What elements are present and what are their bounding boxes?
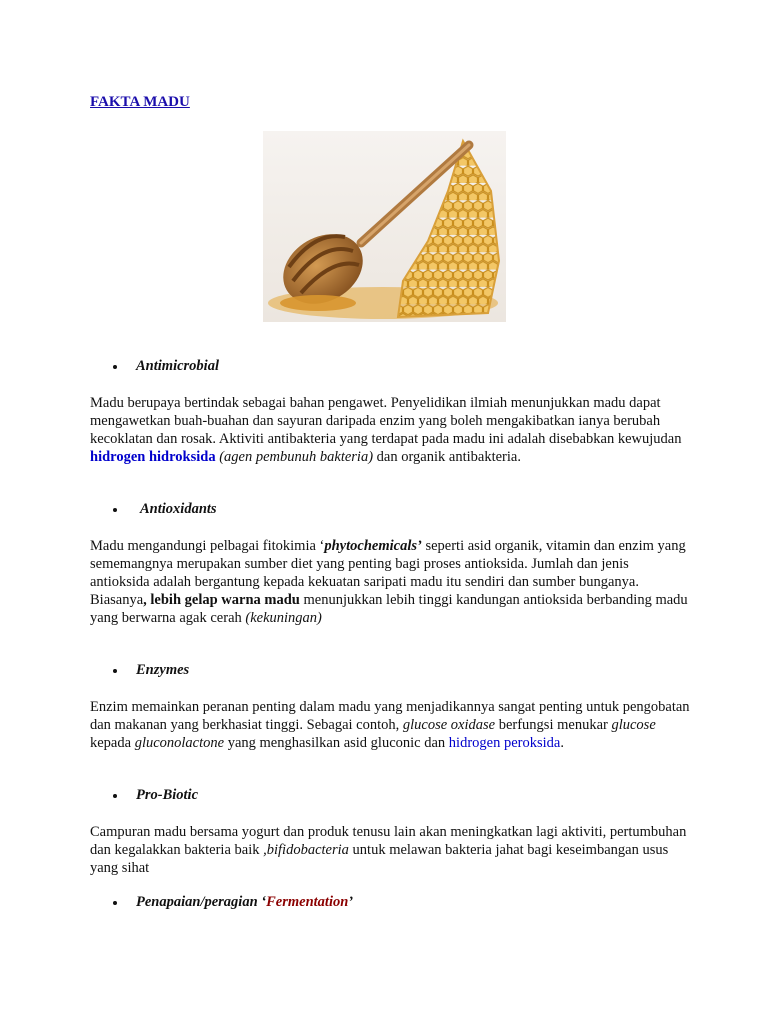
bullet-probiotic [113, 787, 198, 804]
bullet-label: Antioxidants [140, 501, 217, 517]
fermentation-term: Fermentation [266, 894, 349, 910]
bullet-label: Penapaian/peragian ‘Fermentation’ [136, 894, 354, 910]
bullet-label: Pro-Biotic [136, 787, 199, 803]
hydrogen-peroxide-link[interactable]: hidrogen peroksida [448, 735, 561, 751]
paragraph-probiotic: Campuran madu bersama yogurt dan produk tenusu lain akan meningkatkan lagi aktiviti, pertumbuhan dan kegalakkan bakteria baik ,bifidobacteria untuk melawan bakteria jahat bagi keseimbangan usus yang sihat [90, 824, 687, 876]
page-title[interactable]: FAKTA MADU [90, 94, 190, 110]
bullet-label: Enzymes [136, 662, 190, 678]
highlight-hydrogen: hidrogen hidroksida [90, 449, 216, 465]
paragraph-enzymes: Enzim memainkan peranan penting dalam madu yang menjadikannya sangat penting untuk pengobatan dan makanan yang berkhasiat tinggi. Sebagai contoh, glucose oxidase berfungsi menukar glucose kepada gluconolactone yang menghasilkan asid gluconic dan hidrogen peroksida. [90, 699, 690, 751]
bullet-fermentation [113, 894, 353, 911]
bullet-dot [113, 794, 117, 798]
paragraph-antioxidants: Madu mengandungi pelbagai fitokimia ‘phytochemicals’ seperti asid organik, vitamin dan enzim yang sememangnya merupakan sumber diet yang penting bagi proses antioksida. Jumlah dan jenis antioksida adalah bergantung kepada kekuatan saripati madu itu sendiri dan sumber bunganya. Biasanya, lebih gelap warna madu menunjukkan lebih tinggi kandungan antioksida berbanding madu yang berwarna agak cerah (kekuningan) [90, 538, 688, 626]
bullet-dot [113, 365, 117, 369]
bullet-enzymes [113, 662, 189, 679]
bullet-label: Antimicrobial [136, 358, 219, 374]
paragraph-antimicrobial: Madu berupaya bertindak sebagai bahan pengawet. Penyelidikan ilmiah menunjukkan madu dapat mengawetkan buah-buahan dan sayuran daripada enzim yang boleh mengakibatkan ianya berubah kecoklatan dan rosak. Aktiviti antibakteria yang terdapat pada madu ini adalah disebabkan kewujudan hidrogen hidroksida (agen pembunuh bakteria) dan organik antibakteria. [90, 395, 682, 465]
bullet-dot [113, 901, 117, 905]
bullet-dot [113, 669, 117, 673]
bullet-antioxidants [113, 501, 217, 518]
bullet-antimicrobial [113, 358, 219, 375]
bullet-dot [113, 508, 117, 512]
honey-photo [263, 131, 506, 322]
